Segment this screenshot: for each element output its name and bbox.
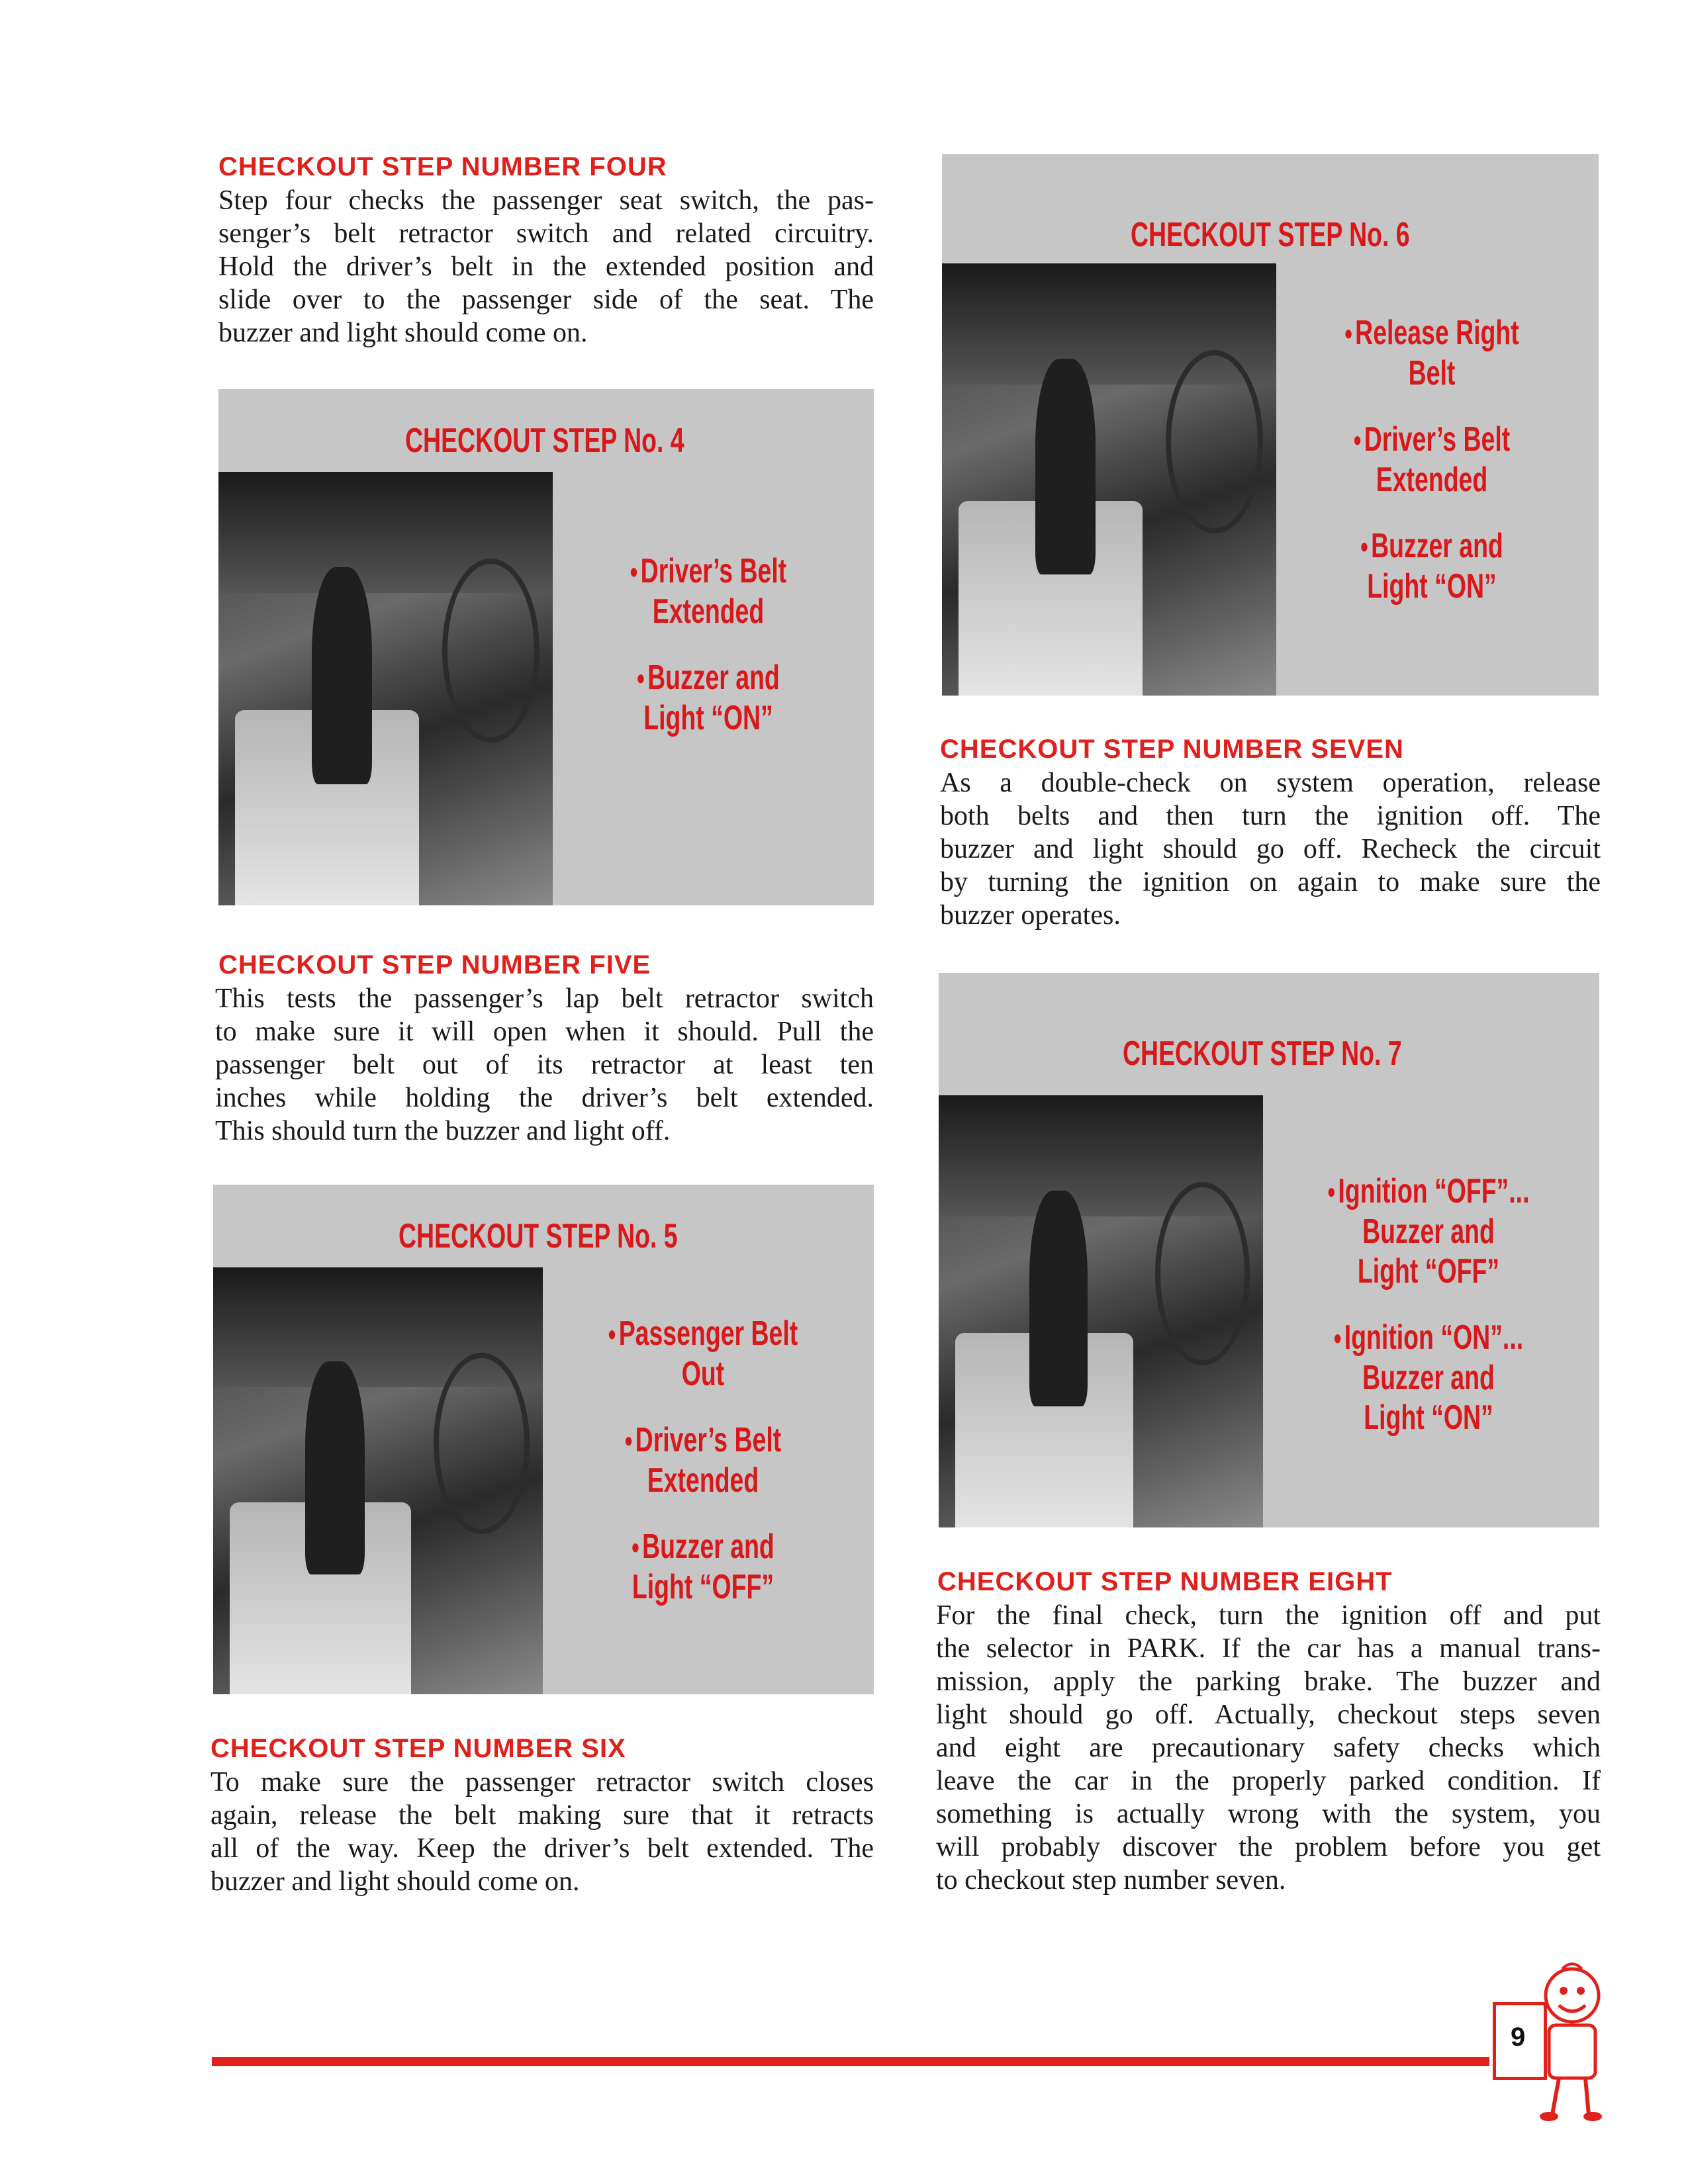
panel-bullet-line: Light “ON” [643, 699, 773, 737]
paragraph-line: passenger belt out of its retractor at least ten [215, 1050, 874, 1080]
paragraph-line: both belts and then turn the ignition off. The [940, 801, 1601, 831]
panel-bullet-line: •Driver’s Belt [630, 552, 787, 590]
step4-heading: CHECKOUT STEP NUMBER FOUR [218, 152, 667, 181]
step5-photo [213, 1267, 543, 1694]
panel-bullet-line: Light “ON” [1364, 1398, 1493, 1437]
bullet-dot-icon: • [637, 661, 645, 696]
paragraph-line: buzzer and light should come on. [211, 1866, 580, 1897]
paragraph-line: For the final check, turn the ignition off and put [936, 1600, 1601, 1631]
paragraph-line: buzzer and light should go off. Recheck the circuit [940, 834, 1601, 864]
paragraph-line: light should go off. Actually, checkout steps seven [936, 1700, 1601, 1730]
paragraph-line: inches while holding the driver’s belt extended. [215, 1083, 874, 1113]
bullet-dot-icon: • [1333, 1321, 1342, 1355]
panel-bullet-line: •Buzzer and [637, 659, 780, 697]
step7-paragraph [940, 766, 1601, 932]
paragraph-line: Step four checks the passenger seat switch, the pas- [218, 185, 874, 216]
paragraph-line: leave the car in the properly parked condition. If [936, 1766, 1601, 1796]
panel-bullet-line: Extended [1376, 461, 1488, 499]
step8-paragraph [936, 1599, 1601, 1897]
paragraph-line: by turning the ignition on again to make sure the [940, 867, 1601, 897]
step5-bullets [551, 1314, 855, 1633]
panel-bullet-line: Extended [652, 592, 765, 631]
step6-photo [942, 263, 1276, 696]
panel-bullet-line: Out [681, 1355, 725, 1393]
panel-bullet [593, 1420, 812, 1500]
panel-bullet [1325, 420, 1539, 500]
panel-bullet [1325, 313, 1539, 393]
panel-bullet-line: •Release Right [1344, 314, 1519, 352]
step4-paragraph [218, 184, 874, 349]
panel-bullet [593, 1527, 812, 1607]
step5-heading: CHECKOUT STEP NUMBER FIVE [218, 950, 651, 979]
step5-panel-title: CHECKOUT STEP No. 5 [399, 1217, 678, 1255]
bullet-dot-icon: • [632, 1530, 639, 1565]
step7-heading: CHECKOUT STEP NUMBER SEVEN [940, 735, 1404, 764]
bullet-dot-icon: • [1360, 529, 1368, 564]
step7-panel [939, 973, 1599, 1527]
paragraph-line: the selector in PARK. If the car has a manual trans- [936, 1633, 1601, 1664]
panel-bullet [604, 551, 814, 631]
step6-heading: CHECKOUT STEP NUMBER SIX [211, 1734, 626, 1763]
paragraph-line: senger’s belt retractor switch and related circuitry. [218, 218, 874, 249]
panel-bullet-line: Belt [1408, 354, 1456, 392]
step4-photo [218, 472, 553, 905]
panel-bullet-line: Light “OFF” [632, 1568, 774, 1606]
panel-bullet-line: Light “ON” [1367, 567, 1497, 606]
bullet-dot-icon: • [1344, 316, 1352, 351]
paragraph-line: mission, apply the parking brake. The buzzer and [936, 1666, 1601, 1697]
panel-bullet-line: •Passenger Belt [608, 1314, 798, 1353]
step7-panel-title: CHECKOUT STEP No. 7 [1123, 1034, 1402, 1073]
bullet-dot-icon: • [608, 1317, 616, 1351]
paragraph-line: will probably discover the problem before you get [936, 1832, 1601, 1862]
step5-panel [213, 1185, 874, 1694]
step7-bullets [1270, 1171, 1587, 1464]
paragraph-line: and eight are precautionary safety checks which [936, 1733, 1601, 1763]
paragraph-line: again, release the belt making sure that it retracts [211, 1800, 874, 1831]
paragraph-line: all of the way. Keep the driver’s belt extended. The [211, 1833, 874, 1864]
mascot-icon [1509, 1959, 1615, 2124]
bullet-dot-icon: • [1353, 423, 1362, 457]
step6-panel-title: CHECKOUT STEP No. 6 [1131, 216, 1410, 254]
paragraph-line: To make sure the passenger retractor switch closes [211, 1767, 874, 1797]
panel-bullet-line: •Driver’s Belt [1353, 420, 1511, 459]
panel-bullet-line: •Buzzer and [632, 1527, 774, 1566]
bullet-dot-icon: • [1327, 1175, 1336, 1209]
footer-rule [212, 2057, 1489, 2066]
step7-photo [939, 1095, 1263, 1527]
paragraph-line: to make sure it will open when it should. Pull the [215, 1017, 874, 1047]
step4-bullets [563, 551, 854, 764]
panel-bullet-line: Buzzer and [1362, 1212, 1495, 1251]
panel-bullet-line: •Ignition “ON”... [1333, 1318, 1524, 1357]
step6-panel [942, 154, 1599, 696]
paragraph-line: something is actually wrong with the system, you [936, 1799, 1601, 1829]
panel-bullet-line: Light “OFF” [1357, 1252, 1500, 1291]
panel-bullet-line: •Driver’s Belt [624, 1421, 782, 1459]
step8-heading: CHECKOUT STEP NUMBER EIGHT [937, 1567, 1393, 1596]
step4-panel [218, 389, 874, 905]
paragraph-line: This should turn the buzzer and light off. [215, 1116, 671, 1146]
panel-bullet [1325, 526, 1539, 606]
page-number: 9 [1511, 2023, 1526, 2052]
panel-bullet-line: •Buzzer and [1360, 527, 1503, 565]
paragraph-line: buzzer operates. [940, 900, 1121, 931]
bullet-dot-icon: • [624, 1424, 633, 1458]
paragraph-line: buzzer and light should come on. [218, 318, 588, 348]
panel-bullet-line: •Ignition “OFF”... [1327, 1172, 1530, 1210]
paragraph-line: to checkout step number seven. [936, 1865, 1286, 1895]
panel-bullet [1314, 1318, 1543, 1437]
panel-bullet [593, 1314, 812, 1394]
panel-bullet-line: Extended [647, 1461, 759, 1500]
panel-bullet [604, 658, 814, 738]
step5-paragraph [215, 982, 874, 1148]
paragraph-line: slide over to the passenger side of the seat. The [218, 285, 874, 315]
step6-paragraph [211, 1766, 874, 1898]
panel-bullet-line: Buzzer and [1362, 1359, 1495, 1397]
panel-bullet [1314, 1171, 1543, 1291]
paragraph-line: As a double-check on system operation, release [940, 768, 1601, 798]
paragraph-line: This tests the passenger’s lap belt retractor switch [215, 983, 874, 1014]
bullet-dot-icon: • [630, 555, 638, 589]
step4-panel-title: CHECKOUT STEP No. 4 [405, 422, 684, 460]
paragraph-line: Hold the driver’s belt in the extended position and [218, 251, 874, 282]
step6-bullets [1283, 313, 1581, 633]
